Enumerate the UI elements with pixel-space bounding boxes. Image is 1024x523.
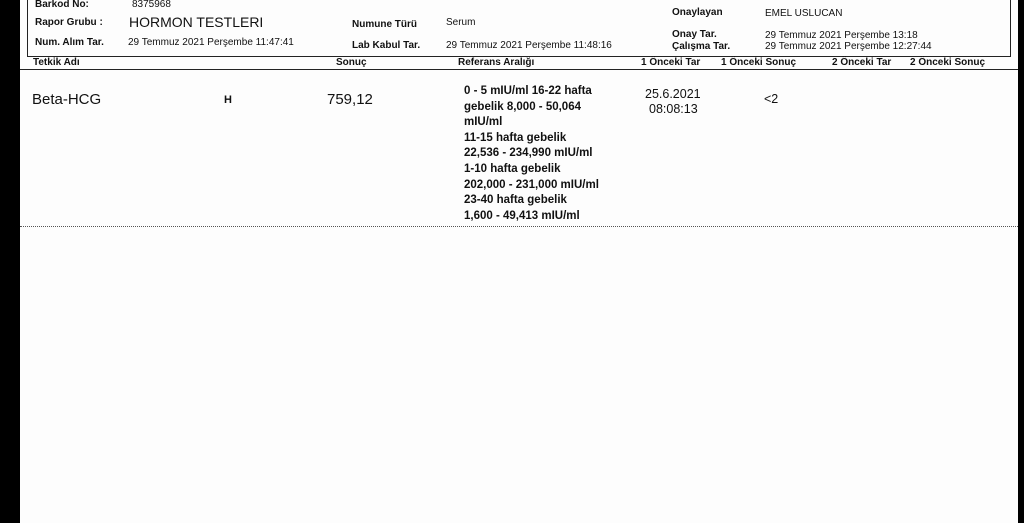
calisma-tar-label: Çalışma Tar. <box>672 41 731 52</box>
reference-line: gebelik 8,000 - 50,064 <box>464 100 581 113</box>
result-flag: H <box>224 94 232 106</box>
row-divider <box>20 226 1018 227</box>
lab-kabul-label: Lab Kabul Tar. <box>352 40 421 51</box>
num-alim-label: Num. Alım Tar. <box>35 37 104 48</box>
reference-line: 11-15 hafta gebelik <box>464 131 567 144</box>
reference-line: mIU/ml <box>464 116 503 129</box>
onaylayan-label: Onaylayan <box>672 7 723 18</box>
num-alim-value: 29 Temmuz 2021 Perşembe 11:47:41 <box>128 37 294 48</box>
reference-line: 1-10 hafta gebelik <box>464 162 561 175</box>
col-onceki2-sonuc: 2 Önceki Sonuç <box>910 57 986 68</box>
report-page <box>20 0 1018 523</box>
col-tetkik: Tetkik Adı <box>33 57 80 68</box>
prev1-result: <2 <box>764 92 779 106</box>
rapor-grubu-label: Rapor Grubu : <box>35 17 103 28</box>
prev1-time: 08:08:13 <box>649 102 698 116</box>
reference-line: 23-40 hafta gebelik <box>464 194 567 207</box>
prev1-date: 25.6.2021 <box>645 87 701 101</box>
col-sonuc: Sonuç <box>336 57 367 68</box>
reference-line: 1,600 - 49,413 mIU/ml <box>464 209 580 222</box>
col-onceki1-sonuc: 1 Önceki Sonuç <box>721 57 797 68</box>
result-value: 759,12 <box>327 91 373 108</box>
numune-turu-value: Serum <box>446 17 476 28</box>
col-referans: Referans Aralığı <box>458 57 535 68</box>
rapor-grubu-value: HORMON TESTLERI <box>129 14 264 30</box>
report-header <box>27 0 1011 57</box>
calisma-tar-value: 29 Temmuz 2021 Perşembe 12:27:44 <box>765 41 932 52</box>
col-onceki1-tar: 1 Önceki Tar <box>641 57 701 68</box>
reference-line: 0 - 5 mIU/ml 16-22 hafta <box>464 85 592 97</box>
barkod-value: 8375968 <box>132 0 171 10</box>
test-name: Beta-HCG <box>32 91 102 108</box>
numune-turu-label: Numune Türü <box>352 19 417 30</box>
onaylayan-value: EMEL USLUCAN <box>765 8 843 19</box>
reference-line: 202,000 - 231,000 mIU/ml <box>464 178 599 191</box>
onay-tar-value: 29 Temmuz 2021 Perşembe 13:18 <box>765 30 918 41</box>
col-onceki2-tar: 2 Önceki Tar <box>832 57 892 68</box>
header-divider <box>20 69 1018 70</box>
reference-range <box>464 84 599 224</box>
lab-kabul-value: 29 Temmuz 2021 Perşembe 11:48:16 <box>446 40 612 51</box>
onay-tar-label: Onay Tar. <box>672 29 717 40</box>
reference-line: 22,536 - 234,990 mIU/ml <box>464 147 593 160</box>
barkod-label: Barkod No: <box>35 0 89 10</box>
